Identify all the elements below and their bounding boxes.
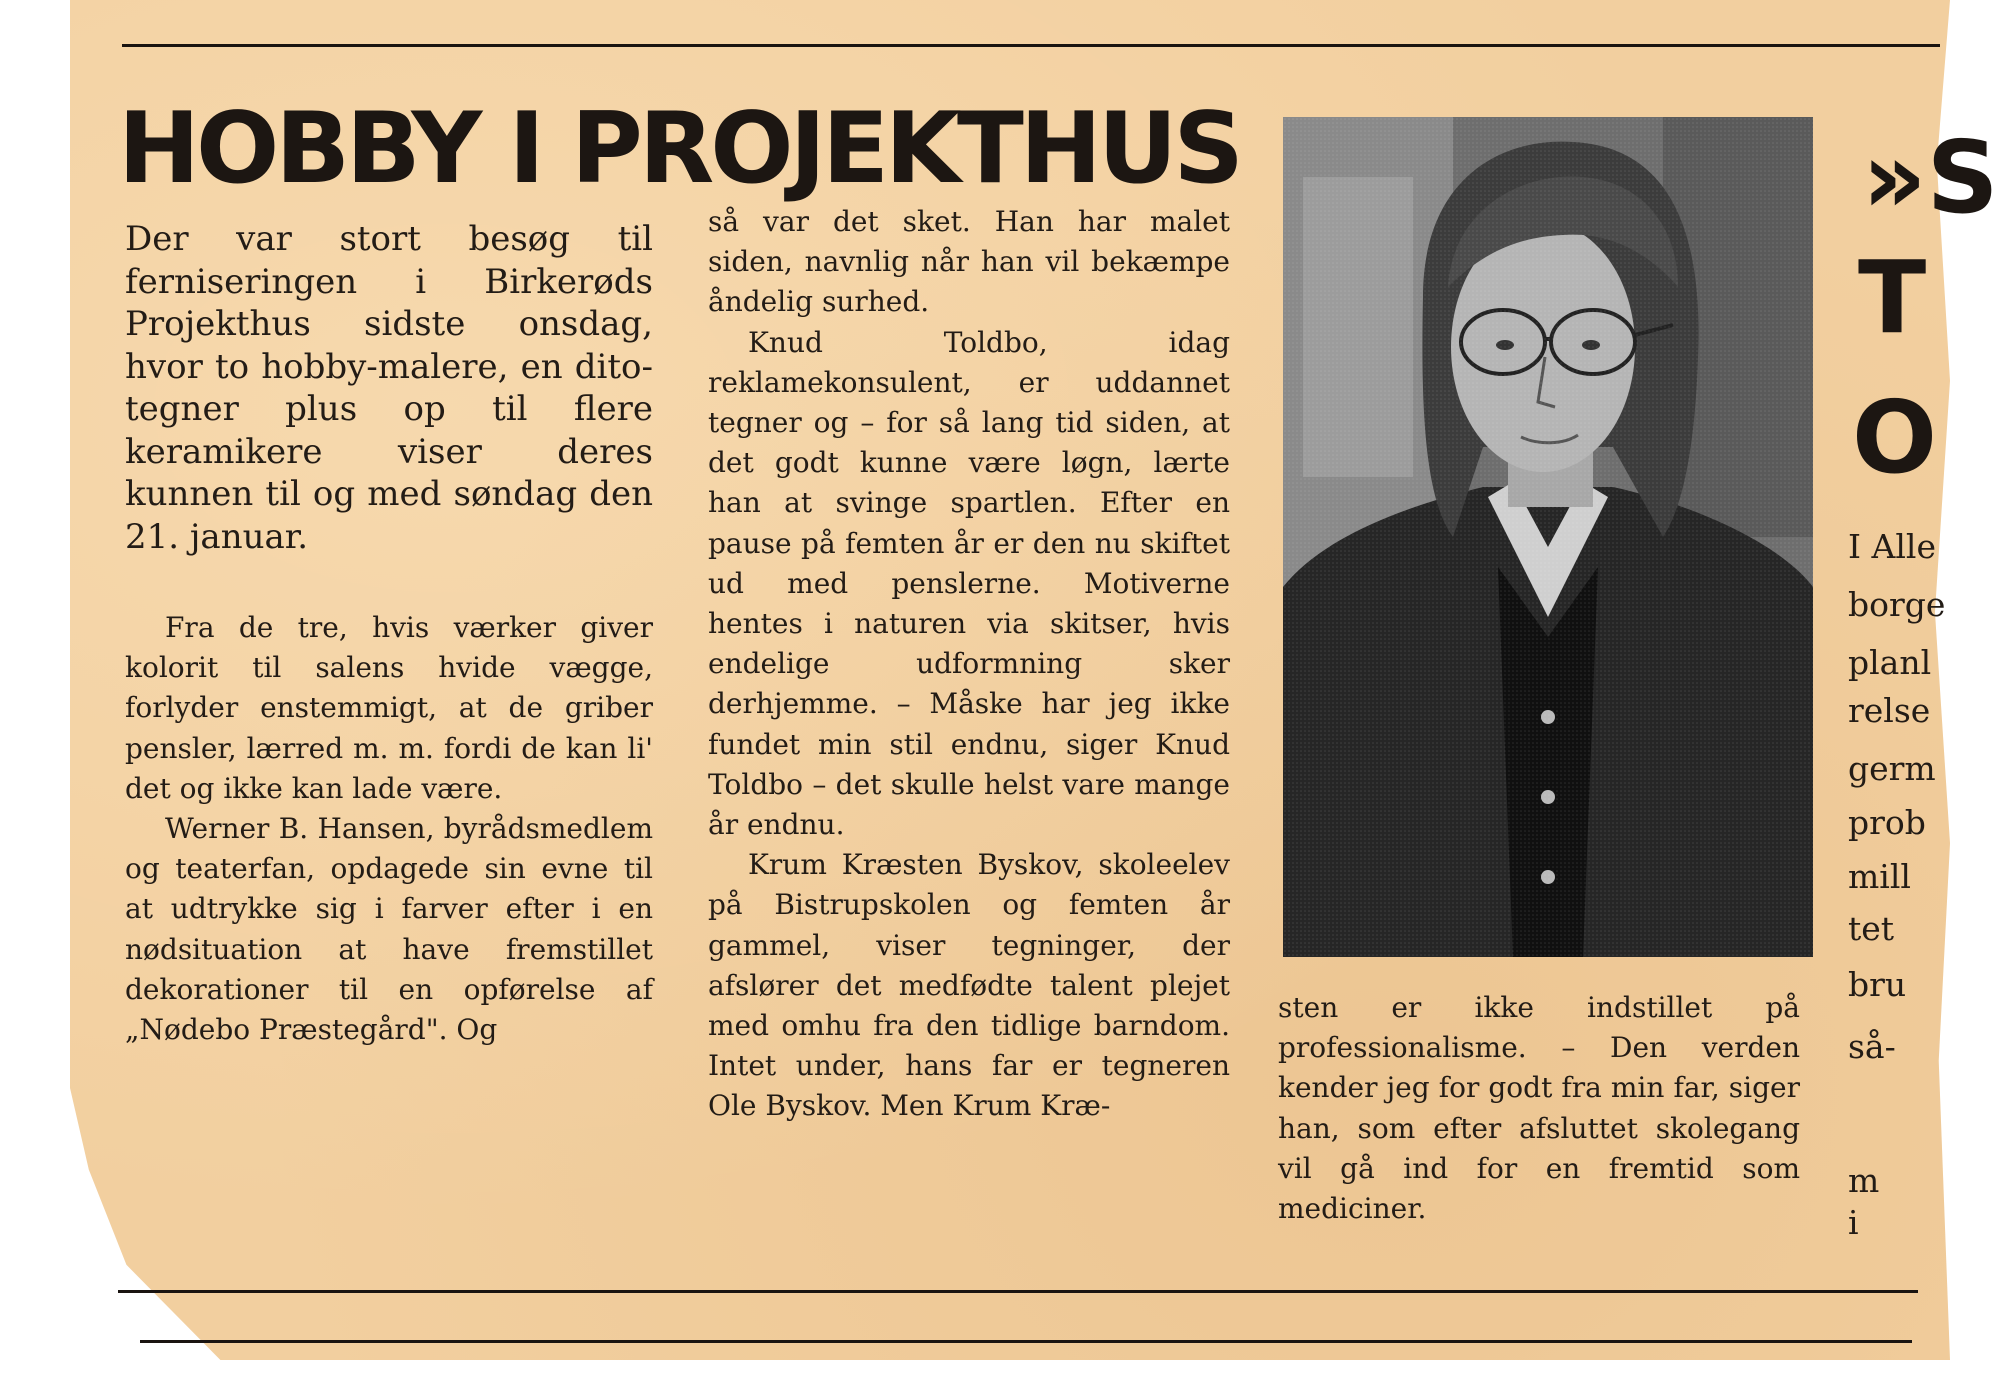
paragraph: så var det sket. Han har malet siden, navnlig når han vil bekæmpe åndelig surhed. [708, 205, 1230, 319]
column-3 [1278, 988, 1800, 1229]
portrait-image [1283, 117, 1813, 957]
neighbor-word: germ [1848, 749, 1936, 788]
neighbor-word: planl [1848, 643, 1932, 682]
paragraph: sten er ikke indstillet på professionalisme. – Den verden kender jeg for godt fra min far, siger han, som efter afsluttet skolegang vil gå ind for en fremtid som mediciner. [1278, 991, 1800, 1226]
paragraph: Werner B. Hansen, byrådsmedlem og teaterfan, opdagede sin evne til at udtrykke sig i farver efter i en nødsituation at have fremstillet dekorationer til en opførelse af „Nødebo Præstegård". Og [125, 812, 653, 1047]
neighbor-headline: »S [1862, 119, 1999, 236]
neighbor-headline: T [1858, 239, 1927, 356]
neighbor-word: relse [1848, 691, 1931, 730]
neighbor-word: i [1848, 1203, 1859, 1242]
top-rule [122, 44, 1940, 47]
portrait-photo [1283, 117, 1813, 957]
paragraph: Knud Toldbo, idag reklamekonsulent, er uddannet tegner og – for så lang tid siden, at det godt kunne være løgn, lærte han at svinge spartlen. Efter en pause på femten år er den nu skiftet ud med penslerne. Motiverne hentes i naturen via skitser, hvis endelige udformning sker derhjemme. – Måske har jeg ikke fundet min stil endnu, siger Knud Toldbo – det skulle helst vare mange år endnu. [708, 325, 1230, 842]
neighbor-headline: O [1852, 379, 1938, 496]
neighbor-word: m [1848, 1161, 1880, 1200]
column-2 [708, 202, 1230, 1127]
neighbor-word: bru [1848, 965, 1907, 1004]
bottom-rule [118, 1290, 1918, 1293]
bottom-rule [140, 1340, 1912, 1343]
neighbor-word: så- [1848, 1027, 1896, 1066]
neighbor-word: tet [1848, 909, 1895, 948]
neighbor-word: prob [1848, 803, 1926, 842]
neighbor-word: borge [1848, 585, 1946, 624]
neighbor-word: I Alle [1848, 527, 1936, 566]
paragraph: Fra de tre, hvis værker giver kolorit til salens hvide vægge, forlyder enstemmigt, at de griber pensler, lærred m. m. fordi de kan li' det og ikke kan lade være. [125, 611, 653, 805]
column-1 [125, 218, 653, 1050]
neighbor-word: mill [1848, 857, 1911, 896]
lede-paragraph: Der var stort besøg til ferniseringen i Birkerøds Projekthus sidste onsdag, hvor to hobby-malere, en dito-tegner plus op til flere keramikere viser deres kunnen til og med søndag den 21. januar. [125, 219, 653, 557]
paragraph: Krum Kræsten Byskov, skoleelev på Bistrupskolen og femten år gammel, viser tegninger, der afslører det medfødte talent plejet med omhu fra den tidlige barndom. Intet under, hans far er tegneren Ole Byskov. Men Krum Kræ- [708, 848, 1230, 1123]
headline: HOBBY I PROJEKTHUS [118, 92, 1240, 206]
